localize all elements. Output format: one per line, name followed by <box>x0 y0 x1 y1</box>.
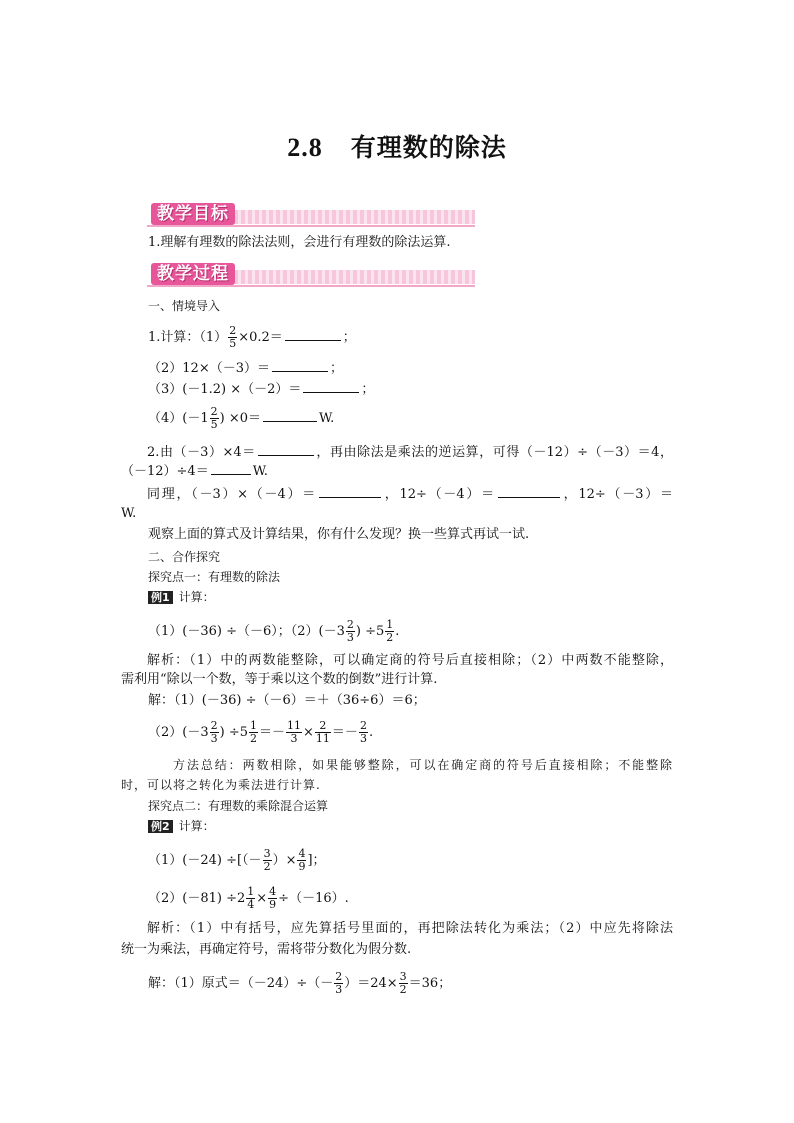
page-title <box>0 128 794 164</box>
objectives-banner <box>147 203 475 227</box>
example-2-expression-1: （1）(－24) ÷[（－ $\frac{3}{2}$ ）× $\frac{4}{9}$ ]； <box>148 847 326 873</box>
answer-blank <box>272 359 328 372</box>
answer-blank <box>258 443 314 456</box>
fraction: $\frac{1}{2}$ <box>386 618 394 644</box>
fraction: $\frac{4}{9}$ <box>269 885 277 911</box>
objective-text: 1.理解有理数的除法法则，会进行有理数的除法运算. <box>148 235 451 250</box>
paragraph-2-line-2: （－12）÷4＝ W. <box>121 464 268 479</box>
example-1-expression: （1）(－36) ÷（－6）；（2）(－3 $\frac{2}{3}$ ) ÷5 $\frac{1}{2}$ . <box>148 618 400 644</box>
part2-heading: 二、合作探究 <box>148 550 221 564</box>
answer-blank <box>263 409 317 422</box>
question-2: （2）12×（－3）＝ ； <box>148 361 343 376</box>
answer-blank <box>211 462 251 475</box>
fraction: $\frac{2}{3}$ <box>210 719 218 745</box>
answer-blank <box>285 328 341 341</box>
fraction: $\frac{2}{11}$ <box>315 719 330 745</box>
objectives-heading: 教学目标 <box>151 203 235 225</box>
example-2-header: 例2 计算： <box>148 817 215 836</box>
method-summary-line-1: 方法总结：两数相除，如果能够整除，可以在确定商的符号后直接相除；不能整除 <box>173 758 673 772</box>
analysis-2-line-2: 统一为乘法，再确定符号，需将带分数化为假分数. <box>121 942 412 957</box>
paragraph-3-line-1: 同理，（－3）×（－4）＝ ，12÷（－4）＝ ，12÷（－3）＝ <box>147 487 673 502</box>
fraction: $\frac{2}{5}$ <box>229 324 237 350</box>
fraction: $\frac{4}{9}$ <box>298 847 306 873</box>
example-label: 例1 <box>148 591 173 604</box>
example-label: 例2 <box>148 820 173 833</box>
process-heading: 教学过程 <box>151 263 235 285</box>
fraction: $\frac{3}{2}$ <box>263 847 271 873</box>
fraction: $\frac{11}{3}$ <box>287 719 302 745</box>
analysis-1-line-1: 解析：（1）中的两数能整除，可以确定商的符号后直接相除；（2）中两数不能整除， <box>147 653 673 668</box>
topic-2: 探究点二：有理数的乘除混合运算 <box>148 799 329 813</box>
section-title: 有理数的除法 <box>350 133 507 162</box>
answer-blank <box>498 485 560 498</box>
question-3: （3）(－1.2) ×（－2）＝ ； <box>148 382 375 397</box>
fraction: $\frac{2}{3}$ <box>335 970 343 996</box>
fraction: $\frac{3}{2}$ <box>399 970 407 996</box>
solution-1-line-1: 解：（1）(－36) ÷（－6）＝＋（36÷6）＝6； <box>148 693 426 708</box>
example-1-header: 例1 计算： <box>148 588 215 607</box>
topic-1: 探究点一：有理数的除法 <box>148 570 281 584</box>
solution-2-line-1: 解：（1）原式＝（－24）÷（－ $\frac{2}{3}$ ）＝24× $\frac{3}{2}$ ＝36； <box>148 970 452 996</box>
question-4: （4）(－1 $\frac{2}{5}$ ) ×0＝ W. <box>148 405 335 431</box>
fraction: $\frac{2}{3}$ <box>346 618 354 644</box>
method-summary-line-2: 时，可以将之转化为乘法进行计算. <box>121 778 321 792</box>
analysis-1-line-2: 需利用“除以一个数，等于乘以这个数的倒数”进行计算. <box>121 672 438 687</box>
analysis-2-line-1: 解析：（1）中有括号，应先算括号里面的，再把除法转化为乘法；（2）中应先将除法 <box>147 921 673 936</box>
question-1: 1.计算：（1） $\frac{2}{5}$ ×0.2＝ ； <box>148 324 356 350</box>
section-number: 2.8 <box>287 133 323 162</box>
part1-heading: 一、情境导入 <box>148 299 221 313</box>
fraction: $\frac{1}{2}$ <box>250 719 257 745</box>
observe-text: 观察上面的算式及计算结果，你有什么发现？换一些算式再试一试. <box>148 527 530 542</box>
answer-blank <box>303 380 359 393</box>
paragraph-3-line-2: W. <box>121 506 137 521</box>
solution-1-line-2: （2）(－3 $\frac{2}{3}$ ) ÷5 $\frac{1}{2}$ ＝－ $\frac{11}{3}$ × $\frac{2}{11}$ ＝－ $\frac{2}{3}$ . <box>148 719 374 745</box>
fraction: $\frac{1}{4}$ <box>247 885 255 911</box>
process-banner <box>147 263 475 287</box>
fraction: $\frac{2}{3}$ <box>359 719 367 745</box>
answer-blank <box>319 485 381 498</box>
fraction: $\frac{2}{5}$ <box>210 405 218 431</box>
example-2-expression-2: （2）(－81) ÷2 $\frac{1}{4}$ × $\frac{4}{9}$ ÷（－16）. <box>148 885 349 911</box>
paragraph-2-line-1: 2.由（－3）×4＝ ，再由除法是乘法的逆运算，可得（－12）÷（－3）＝4， <box>147 445 674 460</box>
